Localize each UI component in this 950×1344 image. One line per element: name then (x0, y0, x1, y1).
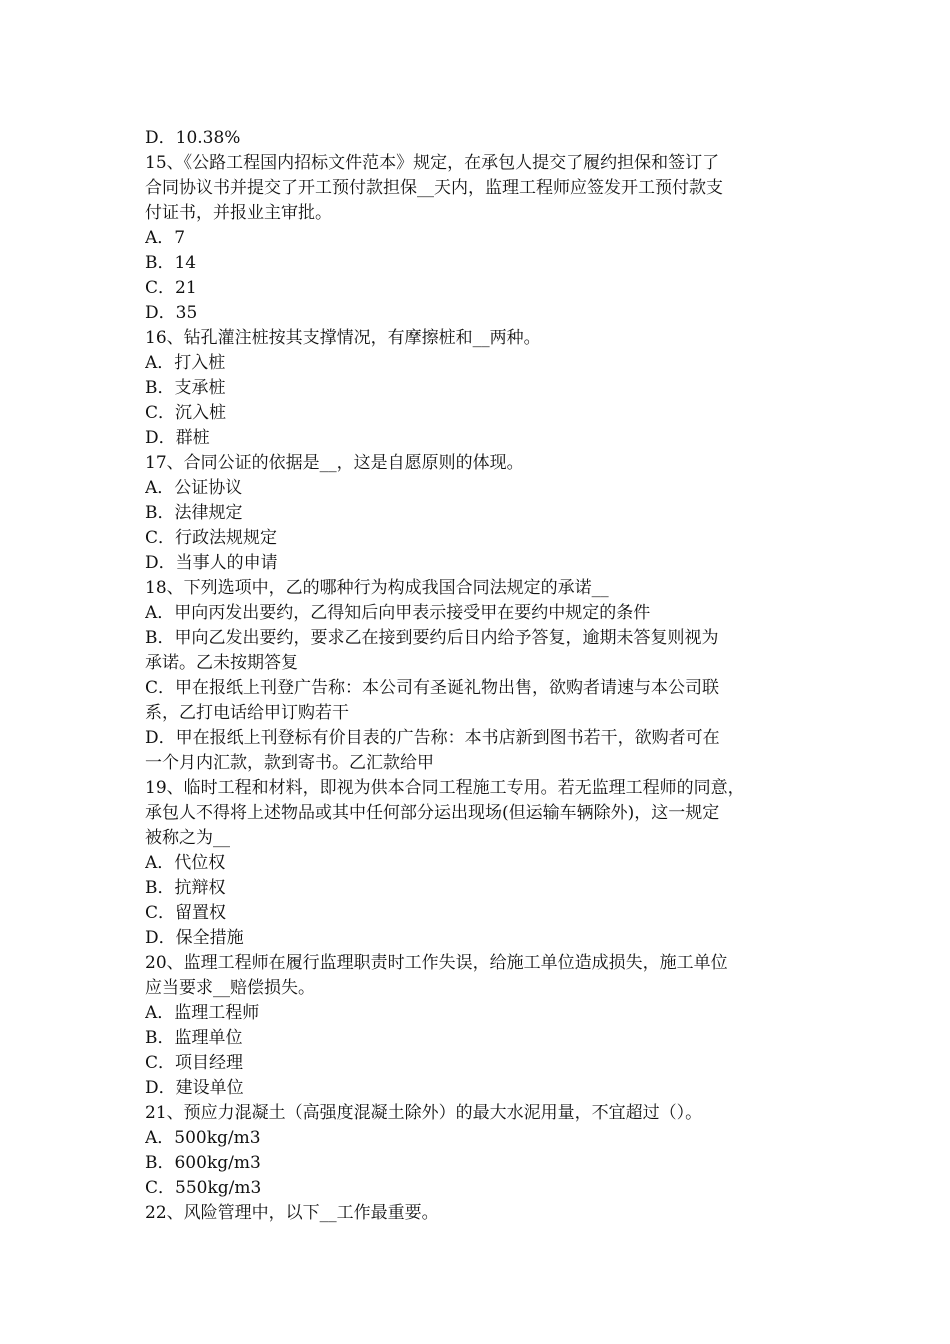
text-line: 16、钻孔灌注桩按其支撑情况，有摩擦桩和__两种。 (145, 328, 541, 348)
text-line: D．保全措施 (145, 928, 244, 948)
text-line: 17、合同公证的依据是__，这是自愿原则的体现。 (145, 453, 524, 473)
text-line: 合同协议书并提交了开工预付款担保__天内，监理工程师应签发开工预付款支 (145, 178, 723, 198)
text-line: 18、下列选项中，乙的哪种行为构成我国合同法规定的承诺__ (145, 578, 609, 598)
text-line: D．10.38% (145, 128, 241, 148)
text-line: 一个月内汇款，款到寄书。乙汇款给甲 (145, 753, 434, 773)
text-line: B．监理单位 (145, 1028, 243, 1048)
text-line: 19、临时工程和材料，即视为供本合同工程施工专用。若无监理工程师的同意， (145, 778, 745, 798)
text-line: C．550kg/m3 (145, 1178, 262, 1198)
text-line: B．抗辩权 (145, 878, 226, 898)
text-line: C．项目经理 (145, 1053, 244, 1073)
text-line: 应当要求__赔偿损失。 (145, 978, 315, 998)
text-line: C．行政法规规定 (145, 528, 278, 548)
text-line: A．公证协议 (145, 478, 243, 498)
text-line: 系，乙打电话给甲订购若干 (145, 703, 349, 723)
text-line: A．代位权 (145, 853, 226, 873)
text-line: A．500kg/m3 (145, 1128, 261, 1148)
text-line: B．法律规定 (145, 503, 243, 523)
text-line: D．建设单位 (145, 1078, 244, 1098)
text-line: 承包人不得将上述物品或其中任何部分运出现场(但运输车辆除外)，这一规定 (145, 803, 720, 823)
text-line: B．14 (145, 253, 197, 273)
text-line: 承诺。乙未按期答复 (145, 653, 298, 673)
text-line: B．600kg/m3 (145, 1153, 261, 1173)
text-line: C．留置权 (145, 903, 227, 923)
text-line: A．7 (145, 228, 186, 248)
text-line: A．监理工程师 (145, 1003, 260, 1023)
text-line: B．支承桩 (145, 378, 226, 398)
text-line: A．甲向丙发出要约，乙得知后向甲表示接受甲在要约中规定的条件 (145, 603, 651, 623)
text-line: D．甲在报纸上刊登标有价目表的广告称：本书店新到图书若干，欲购者可在 (145, 728, 720, 748)
text-line: C．沉入桩 (145, 403, 227, 423)
text-line: 付证书，并报业主审批。 (145, 203, 332, 223)
text-line: C．21 (145, 278, 197, 298)
text-line: D．当事人的申请 (145, 553, 278, 573)
text-line: B．甲向乙发出要约，要求乙在接到要约后日内给予答复，逾期未答复则视为 (145, 628, 719, 648)
document-body (145, 126, 835, 1226)
text-line: A．打入桩 (145, 353, 226, 373)
text-line: C．甲在报纸上刊登广告称：本公司有圣诞礼物出售，欲购者请速与本公司联 (145, 678, 720, 698)
text-line: D．35 (145, 303, 198, 323)
text-line: 20、监理工程师在履行监理职责时工作失误，给施工单位造成损失，施工单位 (145, 953, 728, 973)
text-line: 21、预应力混凝土（高强度混凝土除外）的最大水泥用量，不宜超过（）。 (145, 1103, 703, 1123)
text-line: 被称之为__ (145, 828, 230, 848)
text-line: 15、《公路工程国内招标文件范本》规定，在承包人提交了履约担保和签订了 (145, 153, 720, 173)
text-line: D．群桩 (145, 428, 210, 448)
text-line: 22、风险管理中，以下__工作最重要。 (145, 1203, 439, 1223)
